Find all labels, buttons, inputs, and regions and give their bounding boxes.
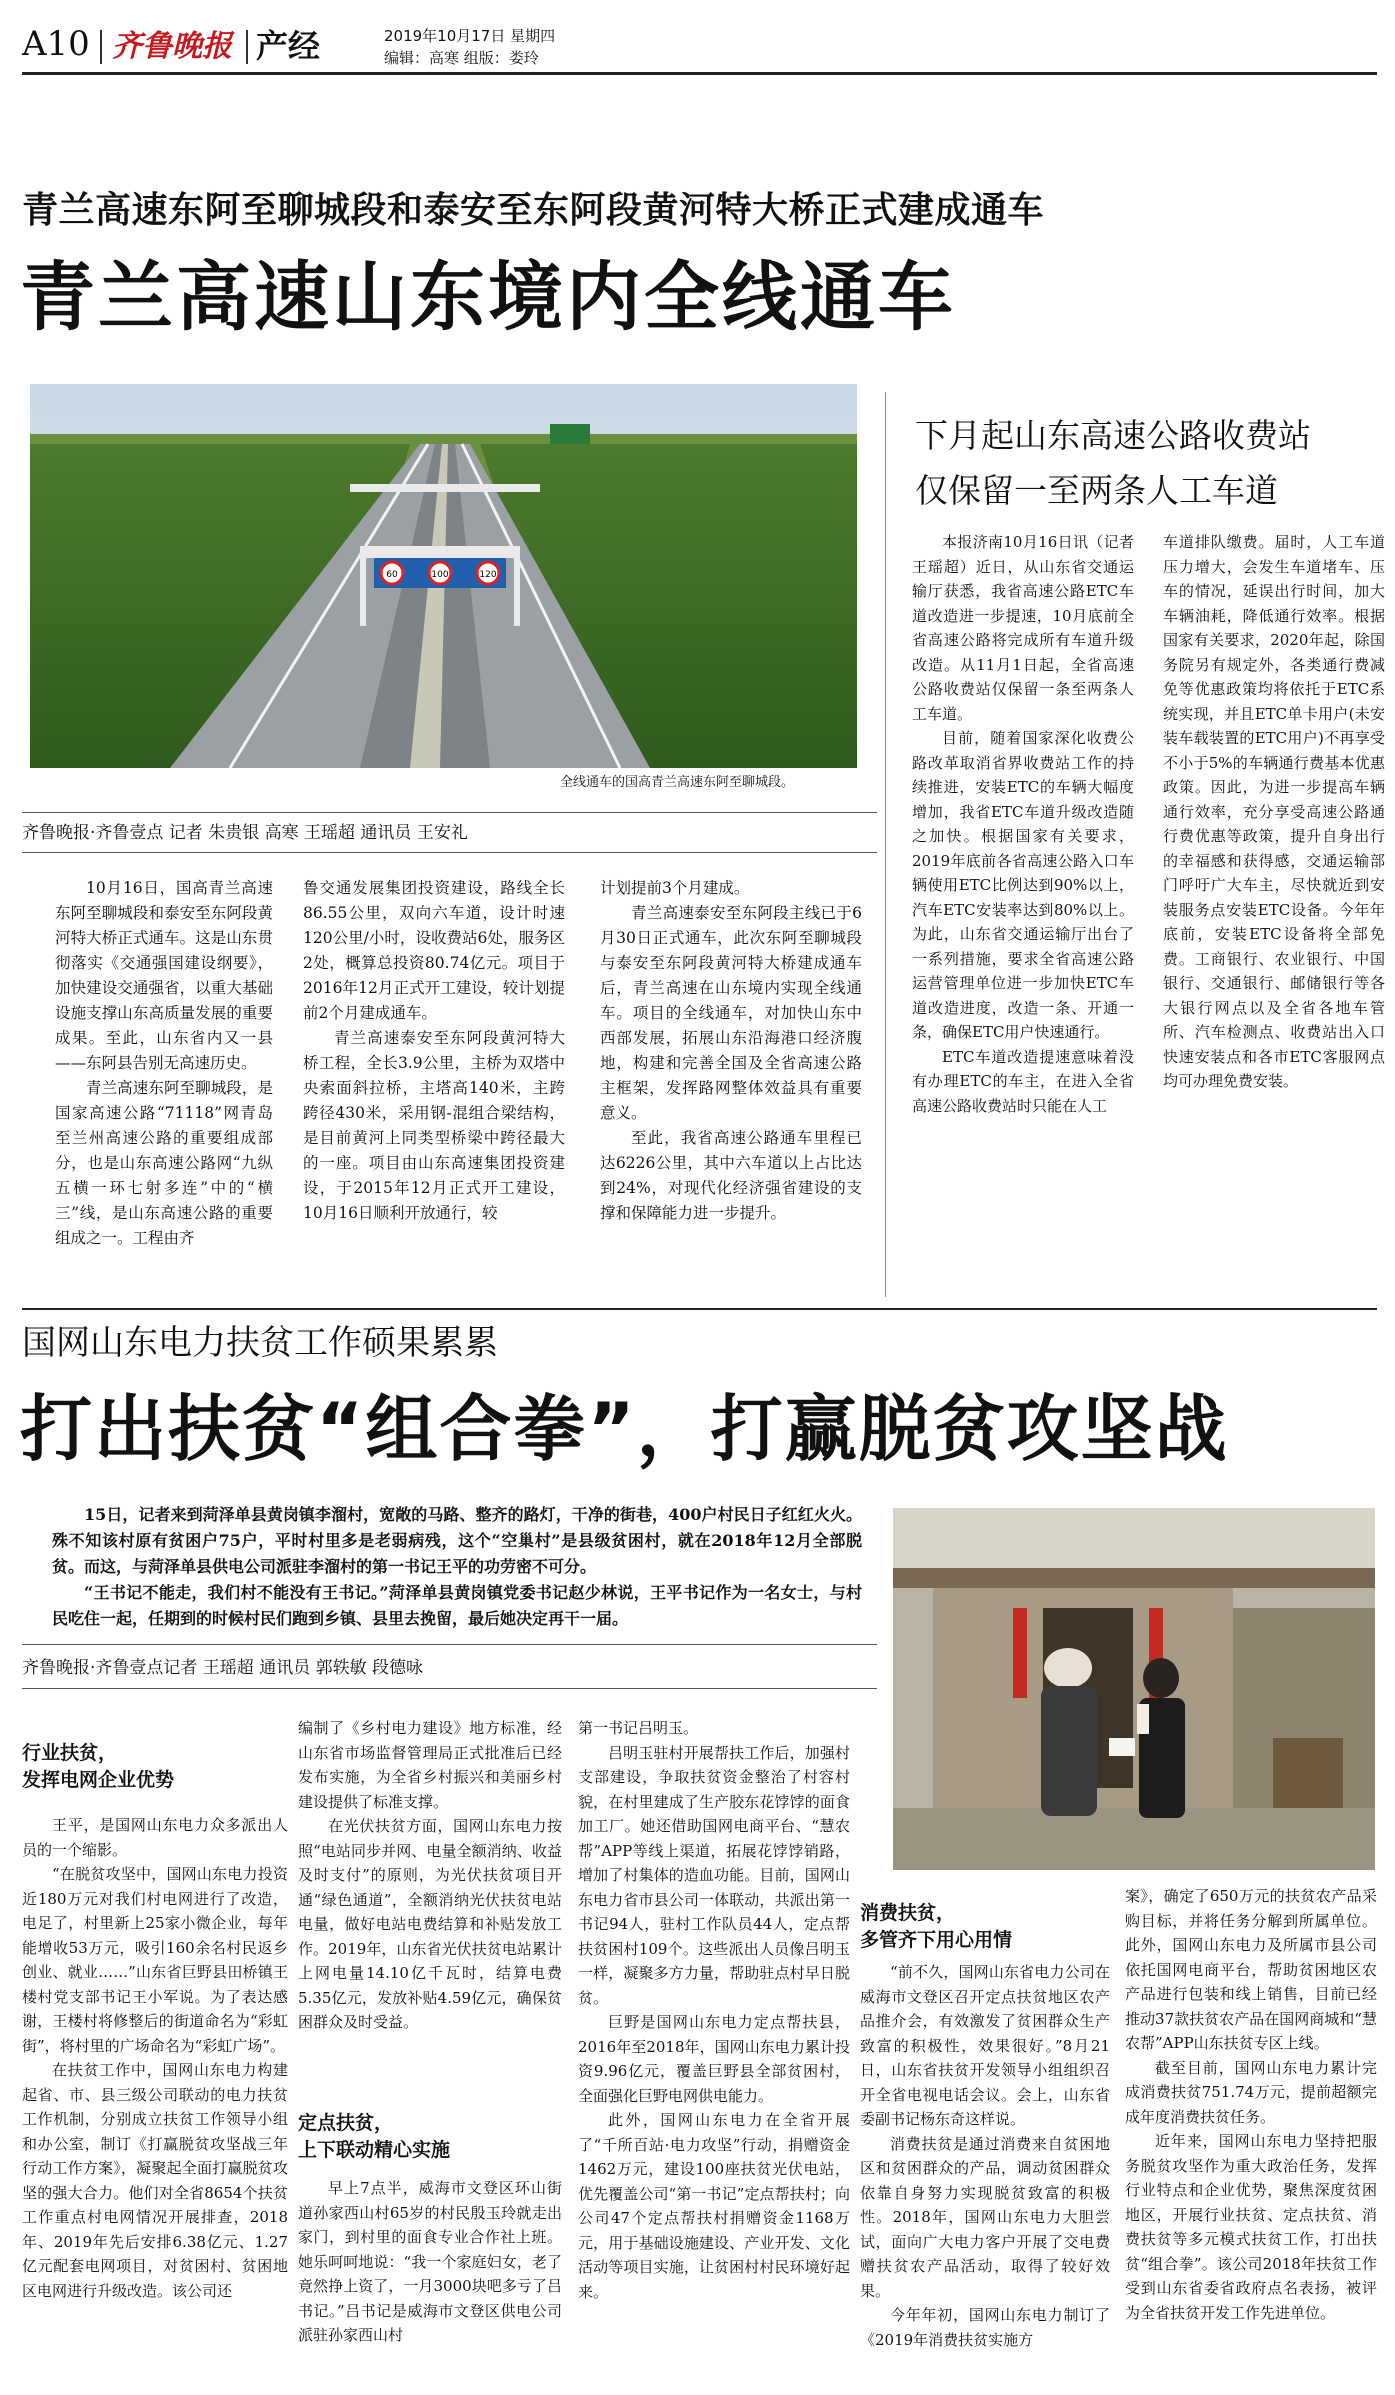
story1-byline: 齐鲁晚报·齐鲁壹点 记者 朱贵银 高寒 王瑶超 通讯员 王安礼 [22, 823, 468, 843]
byline-rule-2 [22, 852, 877, 853]
subhead-consumption: 消费扶贫， 多管齐下用心用情 [860, 1902, 1013, 1951]
paragraph: “前不久，国网山东省电力公司在威海市文登区召开定点扶贫地区农产品推介会，有效激发了贫困群众生产致富的积极性，效果很好。”8月21日，山东省扶贫开发领导小组组织召开全省电视电话会议。会上，山东省委副书记杨东奇这样说。 [860, 1963, 1110, 2128]
paragraph: “王书记不能走，我们村不能没有王书记。”菏泽单县黄岗镇党委书记赵少林说，王平书记作为一名女士，与村民吃住一起，任期到的时候村民们跑到乡镇、县里去挽留，最后她决定再干一届。 [52, 1583, 862, 1628]
paragraph: 本报济南10月16日讯（记者 王瑶超）近日，从山东省交通运输厅获悉，我省高速公路ETC车道改造进一步提速，10月底前全省高速公路将完成所有车道升级改造。从11月1日起，全省高速公路收费站仅保留一条至两条人工车道。 [912, 533, 1134, 723]
paragraph: ETC车道改造提速意味着没有办理ETC的车主，在进入全省高速公路收费站时只能在人工 [912, 1047, 1134, 1115]
story3-col4 [860, 1960, 1110, 2352]
story3-kicker: 国网山东电力扶贫工作硕果累累 [22, 1323, 498, 1363]
story3-col2a [298, 1716, 562, 2035]
story1-headline: 青兰高速山东境内全线通车 [20, 253, 957, 341]
paragraph: 青兰高速东阿至聊城段，是国家高速公路“71118”网青岛至兰州高速公路的重要组成部分，也是山东高速公路网“九纵五横一环七射多连”中的“横三”线，是山东高速公路的重要组成之一。工程由齐 [55, 1079, 273, 1247]
story3-lead [52, 1502, 862, 1632]
paragraph: 此外，国网山东电力在全省开展了“千所百站·电力攻坚”行动，捐赠资金1462万元，建设100座扶贫光伏电站，优先覆盖公司“第一书记”定点帮扶村；向公司47个定点帮扶村捐赠资金1168万元，用于基础设施建设、产业开发、文化活动等项目实施，让贫困村村民环境好起来。 [578, 2111, 850, 2301]
story3-byline: 齐鲁晚报·齐鲁壹点记者 王瑶超 通讯员 郭轶敏 段德咏 [22, 1658, 424, 1678]
paragraph: 10月16日，国高青兰高速东阿至聊城段和泰安至东阿段黄河特大桥正式通车。这是山东贯彻落实《交通强国建设纲要》，加快建设交通强省，以重大基础设施支撑山东高质量发展的重要成果。至此，山东省内又一县——东阿县告别无高速历史。 [55, 879, 273, 1072]
page-number: A10 [22, 24, 90, 64]
paragraph: 编制了《乡村电力建设》地方标准，经山东省市场监督管理局正式批准后已经发布实施，为全省乡村振兴和美丽乡村建设提供了标准支撑。 [298, 1719, 562, 1811]
svg-text:120: 120 [479, 570, 497, 580]
paragraph: 计划提前3个月建成。 [600, 879, 750, 897]
paragraph: 鲁交通发展集团投资建设，路线全长86.55公里，双向六车道，设计时速120公里/小时，设收费站6处，服务区2处，概算总投资80.74亿元。项目于2016年12月正式开工建设，较计划提前2个月建成通车。 [303, 879, 565, 1022]
subhead-targeted: 定点扶贫， 上下联动精心实施 [298, 2112, 451, 2161]
paragraph: 在光伏扶贫方面，国网山东电力按照“电站同步并网、电量全额消纳、收益及时支付”的原则，为光伏扶贫项目开通“绿色通道”，全额消纳光伏扶贫电站电量，做好电站电费结算和补贴发放工作。2019年，山东省光伏扶贫电站累计上网电量14.10亿千瓦时，结算电费5.35亿元，发放补贴4.59亿元，确保贫困群众及时受益。 [298, 1817, 562, 2031]
story1-col2 [303, 876, 565, 1226]
photo-caption: 全线通车的国高青兰高速东阿至聊城段。 [560, 775, 795, 790]
story3-col5 [1125, 1884, 1377, 2325]
village-illustration [893, 1508, 1375, 1870]
highway-photo [30, 384, 857, 768]
story3-col2b [298, 2176, 562, 2348]
paragraph: 青兰高速泰安至东阿段黄河特大桥工程，全长3.9公里，主桥为双塔中央索面斜拉桥，主塔高140米，主跨跨径430米，采用钢-混组合梁结构，是目前黄河上同类型桥梁中跨径最大的一座。项目由山东高速集团投资建设，于2015年12月正式开工建设，10月16日顺利开放通行，较 [303, 1029, 565, 1222]
paper-logo: 齐鲁晚报 [112, 29, 232, 64]
paragraph: 近年来，国网山东电力坚持把服务脱贫攻坚作为重大政治任务，发挥行业特点和企业优势，聚焦深度贫困地区，开展行业扶贫、定点扶贫、消费扶贫等多元模式扶贫工作，打出扶贫“组合拳”。该公司2018年扶贫工作受到山东省委省政府点名表扬，被评为全省扶贫开发工作先进单位。 [1125, 2132, 1377, 2322]
story2-col1 [912, 530, 1134, 1118]
byline-rule-4 [22, 1688, 877, 1689]
paragraph: 案》，确定了650万元的扶贫农产品采购目标，并将任务分解到所属单位。此外，国网山东电力及所属市县公司依托国网电商平台，帮助贫困地区农产品进行包装和线上销售，目前已经推动37款扶贫农产品在国网商城和“慧农帮”APP山东扶贫专区上线。 [1125, 1887, 1377, 2052]
svg-text:100: 100 [431, 570, 449, 580]
paragraph: 早上7点半，威海市文登区环山街道孙家西山村65岁的村民殷玉玲就走出家门，到村里的面食专业合作社上班。她乐呵呵地说：“我一个家庭妇女，老了竟然挣上资了，一月3000块吧多亏了吕书记。”吕书记是威海市文登区供电公司派驻孙家西山村 [298, 2179, 562, 2344]
paragraph: 至此，我省高速公路通车里程已达6226公里，其中六车道以上占比达到24%，对现代化经济强省建设的支撑和保障能力进一步提升。 [600, 1129, 862, 1222]
paragraph: 目前，随着国家深化收费公路改革取消省界收费站工作的持续推进，安装ETC的车辆大幅度增加，我省ETC车道升级改造随之加快。根据国家有关要求，2019年底前各省高速公路入口车辆使用ETC比例达到90%以上，汽车ETC安装率达到80%以上。为此，山东省交通运输厅出台了一系列措施，要求全省高速公路运营管理单位进一步加快ETC车道改造进度，改造一条、开通一条，确保ETC用户快速通行。 [912, 729, 1134, 1041]
issue-date: 2019年10月17日 星期四 [384, 27, 556, 45]
masthead-divider-2 [246, 30, 248, 64]
paragraph: 王平，是国网山东电力众多派出人员的一个缩影。 [22, 1816, 288, 1859]
story1-col1 [55, 876, 273, 1251]
section-rule [22, 1308, 1377, 1310]
paragraph: 消费扶贫是通过消费来自贫困地区和贫困群众的产品，调动贫困群众依靠自身努力实现脱贫致富的积极性。2018年，国网山东电力大胆尝试，面向广大电力客户开展了交电费赠扶贫农产品活动，取得了较好效果。 [860, 2134, 1110, 2300]
poverty-photo [893, 1508, 1375, 1870]
editor-credits: 编辑：高寒 组版：娄玲 [384, 49, 539, 67]
paragraph: 青兰高速泰安至东阿段主线已于6月30日正式通车，此次东阿至聊城段与泰安至东阿段黄河特大桥建成通车后，青兰高速在山东境内实现全线通车。项目的全线通车，对加快山东中西部发展，拓展山东沿海港口经济腹地，构建和完善全国及全省高速公路主框架，发挥路网整体效益具有重要意义。 [600, 904, 862, 1122]
paragraph: 15日，记者来到菏泽单县黄岗镇李溜村，宽敞的马路、整齐的路灯，干净的街巷，400户村民日子红红火火。殊不知该村原有贫困户75户，平时村里多是老弱病残，这个“空巢村”是县级贫困村，就在2018年12月全部脱贫。而这，与菏泽单县供电公司派驻李溜村的第一书记王平的功劳密不可分。 [52, 1505, 862, 1576]
byline-rule [22, 812, 877, 813]
paragraph: 在扶贫工作中，国网山东电力构建起省、市、县三级公司联动的电力扶贫工作机制，分别成立扶贫工作领导小组和办公室，制订《打赢脱贫攻坚战三年行动工作方案》，凝聚起全面打赢脱贫攻坚的强大合力。他们对全省8654个扶贫工作重点村电网情况开展排查，2018年、2019年先后安排6.38亿元、1.27亿元配套电网项目，对贫困村、贫困地区电网进行升级改造。该公司还 [22, 2061, 288, 2300]
highway-illustration [30, 384, 857, 768]
masthead-rule [22, 72, 1377, 75]
paragraph: 今年年初，国网山东电力制订了《2019年消费扶贫实施方 [860, 2306, 1110, 2349]
section-name: 产经 [256, 27, 321, 65]
story2-headline: 下月起山东高速公路收费站 仅保留一至两条人工车道 [915, 416, 1311, 510]
paragraph: “在脱贫攻坚中，国网山东电力投资近180万元对我们村电网进行了改造，电足了，村里新上25家小微企业，每年能增收53万元，吸引160余名村民返乡创业、就业……”山东省巨野县田桥镇王楼村党支部书记王小军说。为了表达感谢，王楼村将修整后的街道命名为“彩虹街”，将村里的广场命名为“彩虹广场”。 [22, 1865, 288, 2055]
story3-headline: 打出扶贫“组合拳”，打赢脱贫攻坚战 [20, 1387, 1229, 1471]
story1-kicker: 青兰高速东阿至聊城段和泰安至东阿段黄河特大桥正式建成通车 [22, 190, 1045, 231]
story3-col3 [578, 1716, 850, 2304]
byline-rule-3 [22, 1644, 877, 1645]
story2-col2 [1163, 530, 1385, 1094]
column-divider [885, 392, 886, 1297]
paragraph: 吕明玉驻村开展帮扶工作后，加强村支部建设，争取扶贫资金整治了村容村貌，在村里建成了生产胶东花饽饽的面食加工厂。她还借助国网电商平台、“慧农帮”APP等线上渠道，拓展花饽饽销路，增加了村集体的造血功能。目前，国网山东电力省市县公司一体联动，共派出第一书记94人，驻村工作队员44人，定点帮扶贫困村109个。这些派出人员像吕明玉一样，凝聚多方力量，帮助驻点村早日脱贫。 [578, 1743, 850, 2007]
svg-text:60: 60 [386, 570, 398, 580]
story1-col3 [600, 876, 862, 1226]
paragraph: 第一书记吕明玉。 [578, 1719, 699, 1737]
subhead-industry: 行业扶贫， 发挥电网企业优势 [22, 1742, 175, 1791]
story3-col1 [22, 1813, 288, 2303]
paragraph: 巨野是国网山东电力定点帮扶县，2016年至2018年，国网山东电力累计投资9.96亿元，覆盖巨野县全部贫困村，全面强化巨野电网供电能力。 [578, 2013, 850, 2105]
masthead-divider [100, 30, 102, 64]
paragraph: 车道排队缴费。届时，人工车道压力增大，会发生车道堵车、压车的情况，延误出行时间，加大车辆油耗，降低通行效率。根据国家有关要求，2020年起，除国务院另有规定外，各类通行费减免等优惠政策均将依托于ETC系统实现，并且ETC单卡用户(未安装车载装置的ETC用户)不再享受不小于5%的车辆通行费基本优惠政策。因此，为进一步提高车辆通行效率，充分享受高速公路通行费优惠等政策，提升自身出行的幸福感和获得感，交通运输部门呼吁广大车主，尽快就近到安装服务点安装ETC设备。今年年底前，安装ETC设备将全部免费。工商银行、农业银行、中国银行、交通银行、邮储银行等各大银行网点以及全省各地车管所、汽车检测点、收费站出入口快速安装点和各市ETC客服网点均可办理免费安装。 [1163, 533, 1385, 1090]
paragraph: 截至目前，国网山东电力累计完成消费扶贫751.74万元，提前超额完成年度消费扶贫任务。 [1125, 2058, 1377, 2126]
